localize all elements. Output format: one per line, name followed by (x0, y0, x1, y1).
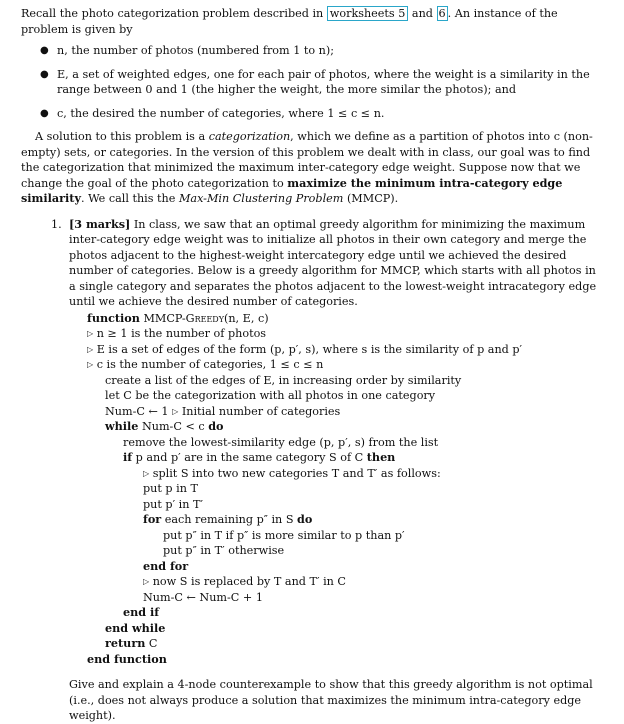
bullet-text: E, a set of weighted edges, one for each pair of photos, where the weight is a similarity in the range between 0 and 1 (the higher the weight, the more similar the photos); and (57, 67, 590, 96)
keyword: function (87, 310, 140, 325)
list-item (37, 43, 606, 59)
algorithm-text: C (145, 637, 158, 650)
algorithm-text: put p in T (143, 482, 198, 495)
worksheets-link[interactable]: worksheets 5 (327, 6, 409, 21)
term-mmcp: Max-Min Clustering Problem (178, 192, 344, 205)
intro-after: . An instance of the problem is given by (21, 7, 558, 36)
worksheet-ref-link[interactable]: 6 (438, 7, 446, 20)
question-marks: [3 marks] (69, 216, 131, 231)
bullet-text: c, the desired the number of categories, where 1 ≤ c ≤ n. (57, 106, 385, 120)
algorithm-line (87, 652, 606, 668)
algorithm-text: n ≥ 1 is the number of photos (93, 327, 267, 340)
algorithm-line (87, 605, 606, 621)
comment-triangle-icon: ▷ (87, 360, 94, 369)
algorithm-text: put p′ in T′ (143, 497, 204, 511)
algorithm-line (87, 373, 606, 389)
algorithm-line (87, 342, 606, 358)
algorithm-text: put p″ in T if p″ is more similar to p than p′ (163, 528, 405, 542)
goal-emphasis: maximize the minimum intra-category edge similarity (21, 175, 563, 205)
keyword: for (143, 512, 162, 526)
bullet-text: n, the number of photos (numbered from 1 to n); (57, 44, 335, 57)
algorithm-text: remove the lowest-similarity edge (p, p′, s) from the list (123, 435, 439, 449)
algorithm-text: E is a set of edges of the form (p, p′, s), where s is the similarity of p and p′ (93, 342, 523, 356)
bullet-icon: ● (40, 68, 49, 80)
comment-triangle-icon: ▷ (172, 406, 179, 416)
algorithm-line (87, 543, 606, 559)
para-text-1: A solution to this problem is a (35, 130, 209, 143)
algorithm-text: now S is replaced by T and T′ in C (149, 575, 346, 588)
comment-triangle-icon: ▷ (87, 344, 94, 354)
algorithm-text: Num-C ← 1 (105, 404, 173, 418)
algorithm-text: let C be the categorization with all photos in one category (105, 389, 436, 402)
algorithm-text-after: (n, E, c) (223, 311, 269, 325)
keyword: end while (105, 620, 166, 635)
algorithm-line (87, 481, 606, 497)
algorithm-text: p and p′ are in the same category S of C (132, 451, 367, 464)
intro-before: Recall the photo categorization problem described in (21, 7, 327, 20)
algorithm-line (87, 590, 606, 606)
algorithm-text-after: Initial number of categories (178, 404, 341, 418)
comment-triangle-icon: ▷ (87, 329, 94, 338)
algorithm-text: split S into two new categories T and T′ as follows: (149, 466, 441, 480)
algorithm-line (87, 636, 606, 652)
keyword: while (105, 419, 139, 433)
keyword: end if (123, 605, 160, 619)
algorithm-line (87, 388, 606, 404)
algorithm-text: each remaining p″ in S (161, 513, 298, 526)
algorithm-line (87, 450, 606, 466)
bullet-icon: ● (40, 107, 49, 119)
comment-triangle-icon: ▷ (143, 577, 150, 586)
algorithm-line (87, 574, 606, 590)
algorithm-line (87, 497, 606, 513)
closing-instruction: Give and explain a 4-node counterexample to show that this greedy algorithm is not optimal (i.e., does not always produce a solution that maximizes the minimum intra-category edge weight). (69, 678, 593, 722)
algorithm-text: MMCP- (139, 311, 186, 325)
keyword: then (366, 450, 396, 464)
algorithm-line (87, 512, 606, 528)
para-text-2: , which we define as a partition of photos into c (non-empty) sets, or categories. In the version of this problem we dealt with in class, our goal was to find the categorization that minimized the maximum inter-category edge weight. Suppose now that we change the goal of the photo categorization to (21, 130, 593, 190)
intro-mid: and (408, 7, 437, 20)
para-text-4: (MMCP). (343, 192, 399, 205)
question-number: 1. (51, 217, 62, 231)
keyword: do (208, 419, 224, 433)
keyword: end function (87, 651, 167, 666)
question-1 (51, 217, 606, 668)
algorithm-text: c is the number of categories, 1 ≤ c ≤ n (93, 358, 324, 371)
keyword: end for (143, 558, 189, 573)
algorithm-text: create a list of the edges of E, in increasing order by similarity (105, 373, 462, 387)
bullet-icon: ● (40, 45, 49, 56)
parameter-list (21, 43, 606, 121)
keyword: do (297, 512, 313, 526)
term-categorization: categorization (208, 130, 291, 143)
algorithm-line (87, 528, 606, 544)
question-body: In class, we saw that an optimal greedy algorithm for minimizing the maximum inter-category edge weight was to initialize all photos in their own category and merge the photos adjacent to the highest-weight intercategory edge until we achieved the desired number of categories. Below is a greedy algorithm for MMCP, which starts with all photos in a single category and separates the photos adjacent to the lowest-weight intracategory edge until we achieve the desired number of categories. (69, 217, 597, 308)
algorithm-line (87, 419, 606, 435)
function-name: Greedy (185, 311, 224, 325)
algorithm-text: Num-C < c (138, 420, 209, 433)
algorithm-line (87, 311, 606, 327)
algorithm-line (87, 466, 606, 482)
algorithm-line (87, 621, 606, 637)
comment-triangle-icon: ▷ (143, 468, 150, 478)
list-item (37, 106, 606, 122)
algorithm-line (87, 435, 606, 451)
algorithm-line (87, 357, 606, 373)
problem-paragraph (21, 129, 606, 207)
algorithm-line (87, 559, 606, 575)
keyword: return (105, 636, 146, 650)
list-item (37, 67, 606, 98)
algorithm-line (87, 404, 606, 420)
intro-text (21, 6, 606, 37)
algorithm-line (87, 326, 606, 342)
algorithm-text: put p″ in T′ otherwise (163, 544, 285, 557)
algorithm-text: Num-C ← Num-C + 1 (143, 590, 263, 604)
para-text-3: . We call this the (80, 192, 179, 205)
keyword: if (123, 450, 133, 464)
question-text (69, 217, 606, 310)
algorithm-block (87, 311, 606, 668)
